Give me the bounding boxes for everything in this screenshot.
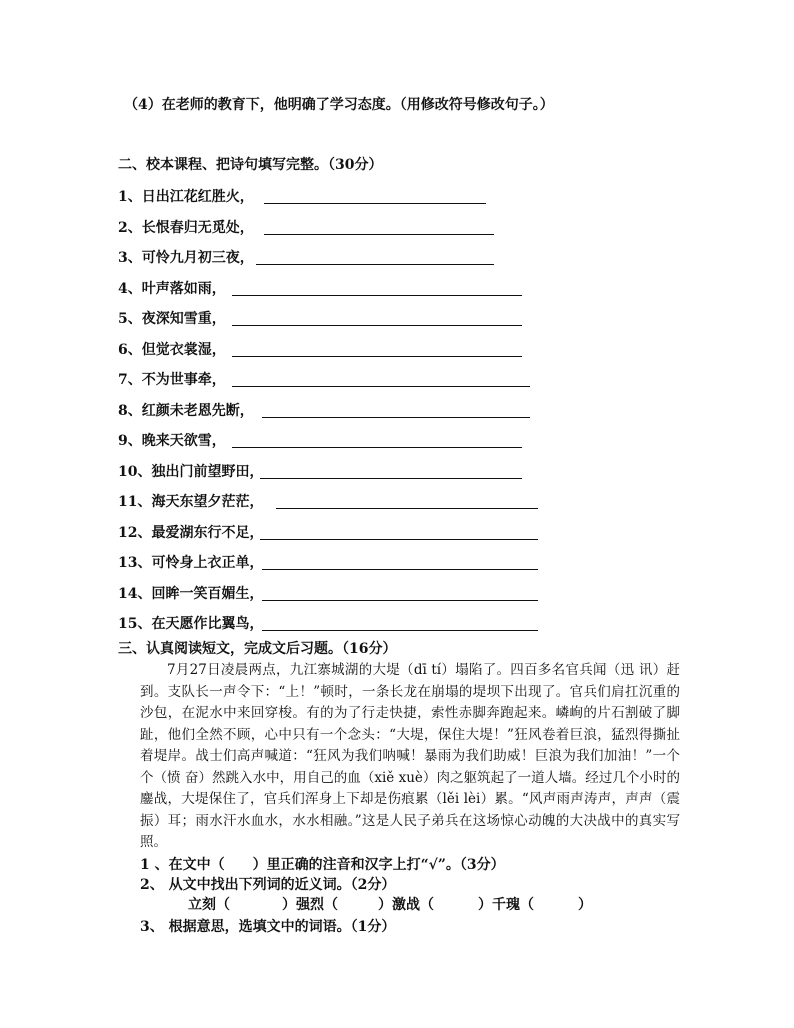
poem-answer-line[interactable]: [232, 356, 522, 357]
synonym-word-4: ）千瑰（: [478, 897, 534, 913]
poem-item: 3、可怜九月初三夜，: [118, 250, 254, 266]
poem-item: 15、在天愿作比翼鸟，: [118, 616, 264, 632]
poem-answer-line[interactable]: [232, 295, 522, 296]
synonym-word-2: ）强烈（: [282, 897, 338, 913]
question-3-3: 3、 根据意思，选填文中的词语。（1分）: [140, 919, 396, 935]
question-4-text: （4）在老师的教育下，他明确了学习态度。（用修改符号修改句子。）: [124, 97, 554, 113]
poem-item: 11、海天东望夕茫茫，: [118, 494, 264, 510]
poem-answer-line[interactable]: [232, 325, 522, 326]
poem-item: 8、红颜未老恩先断，: [118, 403, 254, 419]
poem-answer-line[interactable]: [262, 630, 538, 631]
poem-item: 6、但觉衣裳湿，: [118, 342, 226, 358]
question-3-2: 2、 从文中找出下列词的近义词。（2分）: [140, 877, 396, 893]
poem-answer-line[interactable]: [262, 600, 538, 601]
section-2-heading: 二、校本课程、把诗句填写完整。（30分）: [118, 157, 383, 173]
reading-passage: [140, 660, 680, 854]
poem-item: 13、可怜身上衣正单，: [118, 555, 264, 571]
synonym-row: [188, 896, 592, 914]
synonym-word-1: 立刻（: [188, 897, 230, 913]
passage-text: 7月27日凌晨两点，九江寨城湖的大堤（dī tí）塌陷了。四百多名官兵闻（迅 讯）赶到。支队长一声令下：“上！”顿时，一条长龙在崩塌的堤坝下出现了。官兵们肩扛沉重的沙包，在泥水中来回穿梭。有的为了行走快捷，索性赤脚奔跑起来。嶙峋的片石割破了脚趾，他们全然不顾，心中只有一个念头：“大堤，保住大堤！”狂风卷着巨浪，猛烈得撕扯着堤岸。战士们高声喊道：“狂风为我们呐喊！暴雨为我们助威！巨浪为我们加油！”一个个（愤 奋）然跳入水中，用自己的血（xiě xuè）肉之躯筑起了一道人墙。经过几个小时的鏖战，大堤保住了，官兵们浑身上下却是伤痕累（lěi lèi）累。“风声雨声涛声，声声（震 振）耳；雨水汗水血水，水水相融。”这是人民子弟兵在这场惊心动魄的大决战中的真实写照。: [140, 662, 680, 850]
poem-answer-line[interactable]: [232, 447, 522, 448]
poem-item: 7、不为世事牵，: [118, 372, 226, 388]
poem-item: 4、叶声落如雨，: [118, 281, 226, 297]
poem-answer-line[interactable]: [232, 386, 530, 387]
poem-answer-line[interactable]: [264, 234, 494, 235]
poem-item: 10、独出门前望野田，: [118, 464, 264, 480]
synonym-word-3: ）激战（: [378, 897, 434, 913]
question-3-1: 1 、在文中（ ）里正确的注音和汉字上打“√”。（3分）: [140, 857, 505, 873]
poem-answer-line[interactable]: [262, 417, 530, 418]
poem-item: 12、最爱湖东行不足，: [118, 525, 264, 541]
poem-answer-line[interactable]: [260, 539, 538, 540]
poem-item: 5、夜深知雪重，: [118, 311, 226, 327]
poem-answer-line[interactable]: [264, 203, 486, 204]
poem-item: 1、日出江花红胜火，: [118, 189, 254, 205]
section-3-heading: 三、认真阅读短文，完成文后习题。（16分）: [118, 641, 397, 657]
poem-answer-line[interactable]: [260, 478, 522, 479]
poem-answer-line[interactable]: [256, 264, 494, 265]
synonym-word-5: ）: [578, 897, 592, 913]
poem-item: 2、长恨春归无觅处，: [118, 220, 254, 236]
poem-item: 9、晚来天欲雪，: [118, 433, 226, 449]
poem-answer-line[interactable]: [276, 508, 538, 509]
poem-item: 14、回眸一笑百媚生，: [118, 586, 264, 602]
poem-answer-line[interactable]: [262, 569, 538, 570]
